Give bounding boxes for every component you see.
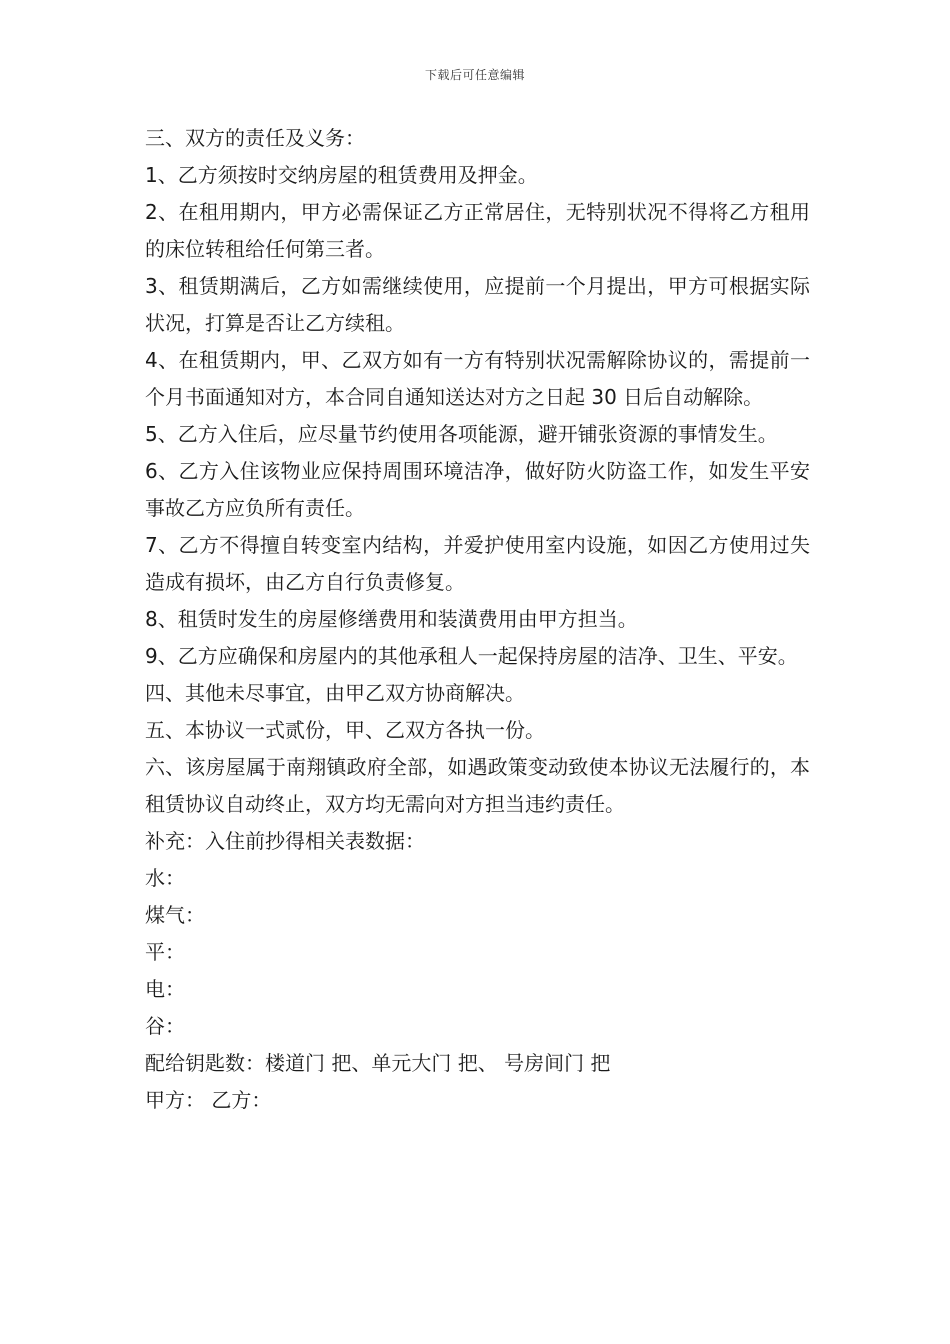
meter-electric: 电： <box>145 977 185 1001</box>
meter-water: 水： <box>145 866 185 890</box>
clause-2: 2、在租用期内，甲方必需保证乙方正常居住，无特别状况不得将乙方租用的床位转租给任何第三者。 <box>145 200 810 261</box>
section-heading-responsibilities: 三、双方的责任及义务： <box>145 126 365 150</box>
clause-1: 1、乙方须按时交纳房屋的租赁费用及押金。 <box>145 163 538 187</box>
section-five: 五、本协议一式贰份，甲、乙双方各执一份。 <box>145 718 545 742</box>
clause-7: 7、乙方不得擅自转变室内结构，并爱护使用室内设施，如因乙方使用过失造成有损坏，由乙方自行负责修复。 <box>145 533 810 594</box>
meter-valley: 谷： <box>145 1014 185 1038</box>
section-four: 四、其他未尽事宜，由甲乙双方协商解决。 <box>145 681 525 705</box>
clause-5: 5、乙方入住后，应尽量节约使用各项能源，避开铺张资源的事情发生。 <box>145 422 778 446</box>
clause-6: 6、乙方入住该物业应保持周围环境洁净，做好防火防盗工作，如发生平安事故乙方应负所有责任。 <box>145 459 810 520</box>
section-six: 六、该房屋属于南翔镇政府全部，如遇政策变动致使本协议无法履行的，本租赁协议自动终止，双方均无需向对方担当违约责任。 <box>145 755 810 816</box>
signature-line: 甲方： 乙方： <box>145 1088 272 1112</box>
clause-3: 3、租赁期满后，乙方如需继续使用，应提前一个月提出，甲方可根据实际状况，打算是否让乙方续租。 <box>145 274 810 335</box>
meter-flat: 平： <box>145 940 185 964</box>
clause-4: 4、在租赁期内，甲、乙双方如有一方有特别状况需解除协议的，需提前一个月书面通知对方，本合同自通知送达对方之日起 30 日后自动解除。 <box>145 348 810 409</box>
document-body <box>145 120 810 1119</box>
clause-8: 8、租赁时发生的房屋修缮费用和装潢费用由甲方担当。 <box>145 607 638 631</box>
meter-gas: 煤气： <box>145 903 205 927</box>
supplement-heading: 补充：入住前抄得相关表数据： <box>145 829 425 853</box>
header-note: 下载后可任意编辑 <box>424 68 525 82</box>
clause-9: 9、乙方应确保和房屋内的其他承租人一起保持房屋的洁净、卫生、平安。 <box>145 644 798 668</box>
keys-allocation: 配给钥匙数：楼道门 把、单元大门 把、 号房间门 把 <box>145 1051 611 1075</box>
